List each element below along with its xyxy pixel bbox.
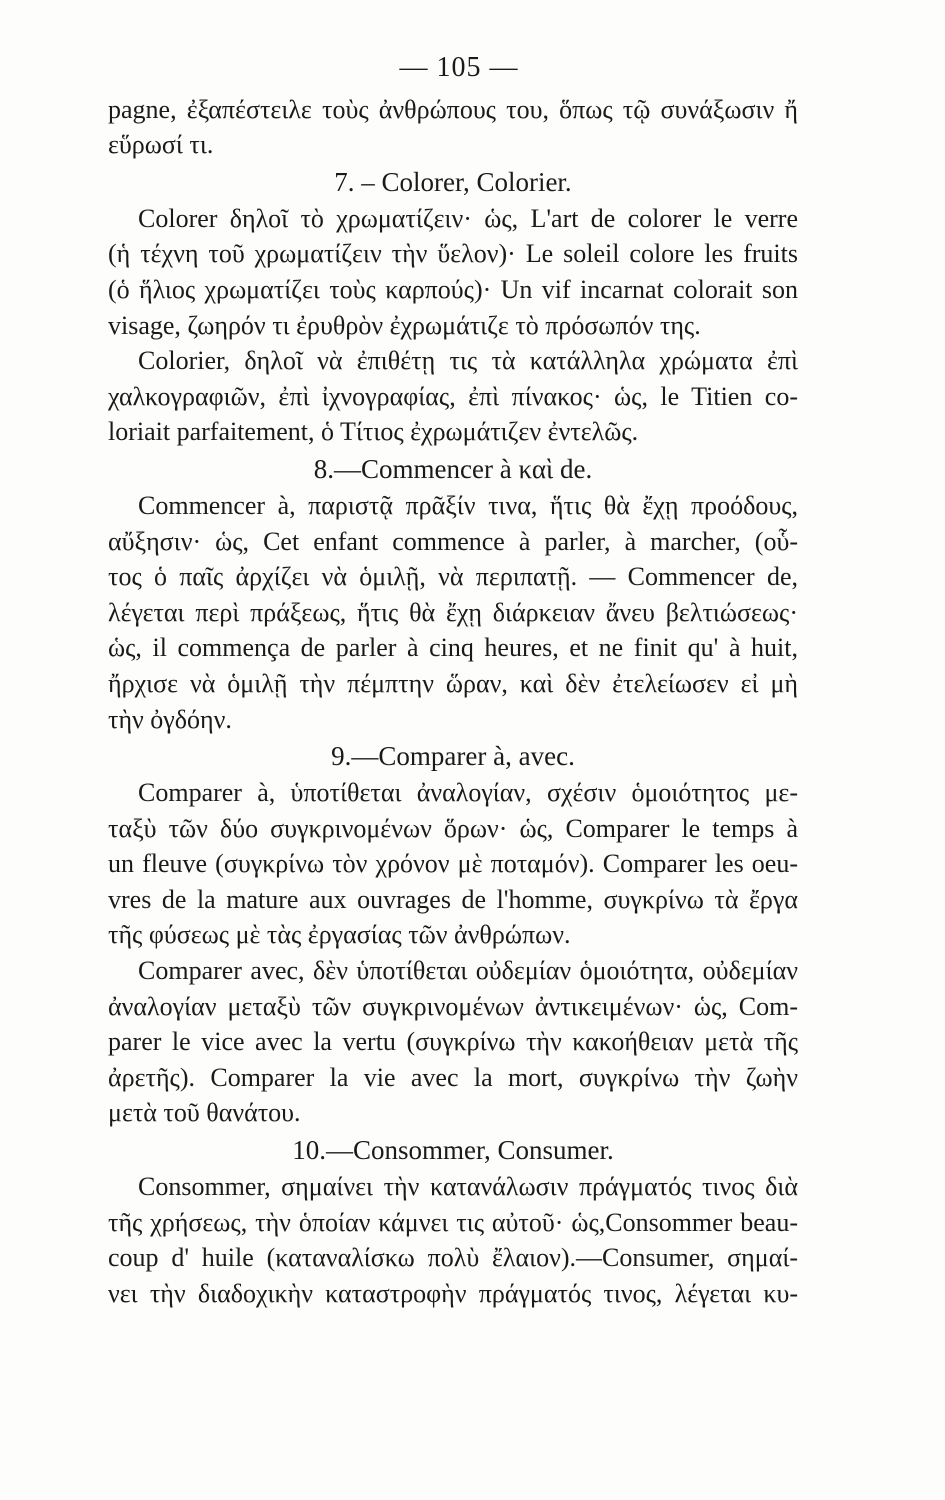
section-10 [108,1131,798,1311]
section-intro [108,92,798,163]
text-line: ἀναλογίαν μεταξὺ τῶν συγκρινομένων ἀντικειμένων· ὡς, Com- [108,991,798,1021]
section-heading: 10.—Consommer, Consumer. [292,1135,614,1166]
text-line: loriait parfaitement, ὁ Τίτιος ἐχρωμάτιζεν ἐντελῶς. [108,417,639,447]
text-line: νει τὴν διαδοχικὴν καταστροφὴν πράγματός τινος, λέγεται κυ- [108,1278,798,1308]
section-7 [108,163,798,450]
text-line: Consommer, σημαίνει τὴν κατανάλωσιν πράγματός τινος διὰ [138,1172,798,1202]
page-text [108,50,798,1311]
text-line: visage, ζωηρόν τι ἐρυθρὸν ἐχρωμάτιζε τὸ πρόσωπόν της. [108,310,701,340]
section-heading: 9.—Comparer à, avec. [331,741,575,772]
text-line: Comparer à, ὑποτίθεται ἀναλογίαν, σχέσιν ὁμοιότητος με- [138,778,798,808]
text-line: ἤρχισε νὰ ὁμιλῇ τὴν πέμπτην ὥραν, καὶ δὲν ἐτελείωσεν εἰ μὴ [108,668,798,698]
text-line: χαλκογραφιῶν, ἐπὶ ἰχνογραφίας, ἐπὶ πίνακος· ὡς, le Titien co- [108,381,798,411]
text-line: τὴν ὀγδόην. [108,704,232,734]
text-line: (ὁ ἥλιος χρωματίζει τοὺς καρπούς)· Un vif incarnat colorait son [108,274,798,304]
text-line: τῆς φύσεως μὲ τὰς ἐργασίας τῶν ἀνθρώπων. [108,920,571,950]
text-line: (ἡ τέχνη τοῦ χρωματίζειν τὴν ὕελον)· Le soleil colore les fruits [108,239,798,269]
text-line: τῆς χρήσεως, τὴν ὁποίαν κάμνει τις αὐτοῦ· ὡς,Consommer beau- [108,1207,798,1237]
text-line: αὔξησιν· ὡς, Cet enfant commence à parler, à marcher, (οὗ- [108,526,798,556]
text-line: τος ὁ παῖς ἀρχίζει νὰ ὁμιλῇ, νὰ περιπατῇ. — Commencer de, [108,562,798,592]
section-heading: 7. – Colorer, Colorier. [334,166,572,197]
section-9 [108,737,798,1131]
page-number: — 105 — [399,52,519,83]
text-line: coup d' huile (καταναλίσκω πολὺ ἔλαιον).—Consumer, σημαί- [108,1243,798,1273]
text-line: εὕρωσί τι. [108,130,214,160]
text-line: Comparer avec, δὲν ὑποτίθεται οὐδεμίαν ὁμοιότητα, οὐδεμίαν [138,956,798,986]
text-line: Colorier, δηλοῖ νὰ ἐπιθέτῃ τις τὰ κατάλληλα χρώματα ἐπὶ [138,346,798,376]
text-line: ὡς, il commença de parler à cinq heures, et ne finit qu' à huit, [108,633,798,663]
text-line: parer le vice avec la vertu (συγκρίνω τὴν κακοήθειαν μετὰ τῆς [108,1027,798,1057]
text-line: Colorer δηλοῖ τὸ χρωματίζειν· ὡς, L'art de colorer le verre [138,203,798,233]
text-line: un fleuve (συγκρίνω τὸν χρόνον μὲ ποταμόν). Comparer les oeu- [108,849,798,879]
text-line: pagne, ἐξαπέστειλε τοὺς ἀνθρώπους του, ὅπως τῷ συνάξωσιν ἤ [108,94,798,124]
section-8 [108,450,798,737]
text-line: λέγεται περὶ πράξεως, ἥτις θὰ ἔχῃ διάρκειαν ἄνευ βελτιώσεως· [108,597,798,627]
text-line: Commencer à, παριστᾷ πρᾶξίν τινα, ἥτις θὰ ἔχῃ προόδους, [138,490,798,520]
text-line: vres de la mature aux ouvrages de l'homme, συγκρίνω τὰ ἔργα [108,884,798,914]
text-line: ἀρετῆς). Comparer la vie avec la mort, συγκρίνω τὴν ζωὴν [108,1062,798,1092]
text-line: ταξὺ τῶν δύο συγκρινομένων ὅρων· ὡς, Comparer le temps à [108,813,798,843]
section-heading: 8.—Commencer à καὶ de. [313,453,593,484]
text-line: μετὰ τοῦ θανάτου. [108,1098,301,1128]
